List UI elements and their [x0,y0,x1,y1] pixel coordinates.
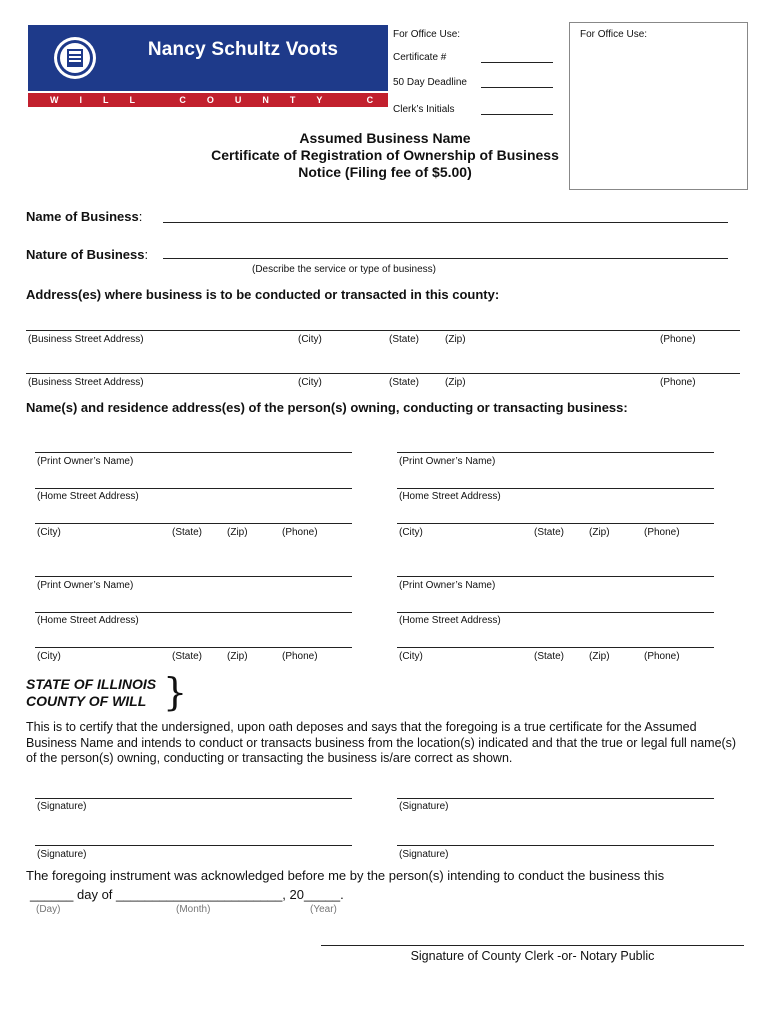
business-zip-label: (Zip) [445,377,466,388]
deadline-line[interactable] [481,87,553,88]
logo-name: Nancy Schultz Voots [147,39,339,60]
owner-2-city-field[interactable] [397,523,714,524]
owner-3-street-field[interactable] [35,612,352,613]
business-city-label: (City) [298,334,322,345]
signature-field-4[interactable] [397,845,714,846]
business-street-label: (Business Street Address) [28,334,144,345]
business-state-label: (State) [389,377,420,388]
owner-zip-label: (Zip) [227,651,248,662]
owner-zip-label: (Zip) [589,651,610,662]
logo-subtitle: WILL COUNTY CLERK [50,95,503,105]
county-label: COUNTY OF WILL [26,693,147,709]
owner-4-name-field[interactable] [397,576,714,577]
owner-phone-label: (Phone) [644,651,680,662]
office-use-label: For Office Use: [393,29,461,40]
county-seal-icon [52,33,98,83]
owner-state-label: (State) [534,651,565,662]
owner-city-label: (City) [37,527,61,538]
owner-4-city-field[interactable] [397,647,714,648]
signature-label: (Signature) [399,849,449,860]
certificate-number-label: Certificate # [393,52,447,63]
owner-name-label: (Print Owner’s Name) [37,456,134,467]
owner-zip-label: (Zip) [227,527,248,538]
owner-phone-label: (Phone) [282,651,318,662]
owner-city-label: (City) [399,651,423,662]
form-title: Assumed Business Name [299,130,471,146]
clerk-initials-line[interactable] [481,114,553,115]
owner-city-label: (City) [399,527,423,538]
certification-text: This is to certify that the undersigned, upon oath deposes and says that the foregoing is a true certificate for the Assumed Business Name and intends to conduct or transacts business from the location(s) indicated and that the true or legal full name(s) of the person(s) owning, conducting or transacting the business is/are correct as shown. [26,720,737,765]
acknowledgement-date-line[interactable]: ______ day of _______________________, 20_____. [30,887,344,902]
owner-2-street-field[interactable] [397,488,714,489]
owner-1-name-field[interactable] [35,452,352,453]
business-name-label: Name of Business: [26,209,143,224]
business-phone-label: (Phone) [660,334,696,345]
owner-phone-label: (Phone) [282,527,318,538]
month-label: (Month) [176,904,211,915]
owner-1-street-field[interactable] [35,488,352,489]
form-fee-notice: Notice (Filing fee of $5.00) [298,164,472,180]
signature-label: (Signature) [37,801,87,812]
year-label: (Year) [310,904,337,915]
owner-street-label: (Home Street Address) [37,615,139,626]
owner-street-label: (Home Street Address) [399,491,501,502]
signature-label: (Signature) [399,801,449,812]
owner-4-street-field[interactable] [397,612,714,613]
deadline-label: 50 Day Deadline [393,77,467,88]
owner-name-label: (Print Owner’s Name) [399,580,496,591]
certificate-number-line[interactable] [481,62,553,63]
owner-state-label: (State) [172,651,203,662]
owner-state-label: (State) [534,527,565,538]
owner-1-city-field[interactable] [35,523,352,524]
clerk-signature-label: Signature of County Clerk -or- Notary Public [410,949,655,963]
brace-glyph: } [163,670,188,714]
form-subtitle: Certificate of Registration of Ownership of Business [211,147,559,163]
owner-phone-label: (Phone) [644,527,680,538]
business-zip-label: (Zip) [445,334,466,345]
business-address-field-2[interactable] [26,373,740,374]
owners-heading: Name(s) and residence address(es) of the person(s) owning, conducting or transacting business: [26,400,628,415]
signature-field-3[interactable] [35,845,352,846]
signature-label: (Signature) [37,849,87,860]
owner-zip-label: (Zip) [589,527,610,538]
business-nature-label: Nature of Business: [26,247,149,262]
signature-field-2[interactable] [397,798,714,799]
business-street-label: (Business Street Address) [28,377,144,388]
day-label: (Day) [36,904,61,915]
state-label: STATE OF ILLINOIS [26,676,157,692]
owner-3-name-field[interactable] [35,576,352,577]
owner-street-label: (Home Street Address) [399,615,501,626]
business-city-label: (City) [298,377,322,388]
owner-state-label: (State) [172,527,203,538]
business-nature-field[interactable] [163,258,728,259]
owner-name-label: (Print Owner’s Name) [37,580,134,591]
business-state-label: (State) [389,334,420,345]
business-address-field-1[interactable] [26,330,740,331]
owner-2-name-field[interactable] [397,452,714,453]
clerk-signature-field[interactable] [321,945,744,946]
office-use-box-label: For Office Use: [580,29,648,40]
business-name-field[interactable] [163,222,728,223]
business-phone-label: (Phone) [660,377,696,388]
business-nature-hint: (Describe the service or type of business) [252,264,436,275]
clerk-initials-label: Clerk’s Initials [393,104,455,115]
owner-3-city-field[interactable] [35,647,352,648]
signature-field-1[interactable] [35,798,352,799]
business-address-heading: Address(es) where business is to be conducted or transacted in this county: [26,287,500,302]
acknowledgement-text: The foregoing instrument was acknowledged before me by the person(s) intending to conduct the business this [26,868,665,883]
owner-city-label: (City) [37,651,61,662]
owner-street-label: (Home Street Address) [37,491,139,502]
owner-name-label: (Print Owner’s Name) [399,456,496,467]
